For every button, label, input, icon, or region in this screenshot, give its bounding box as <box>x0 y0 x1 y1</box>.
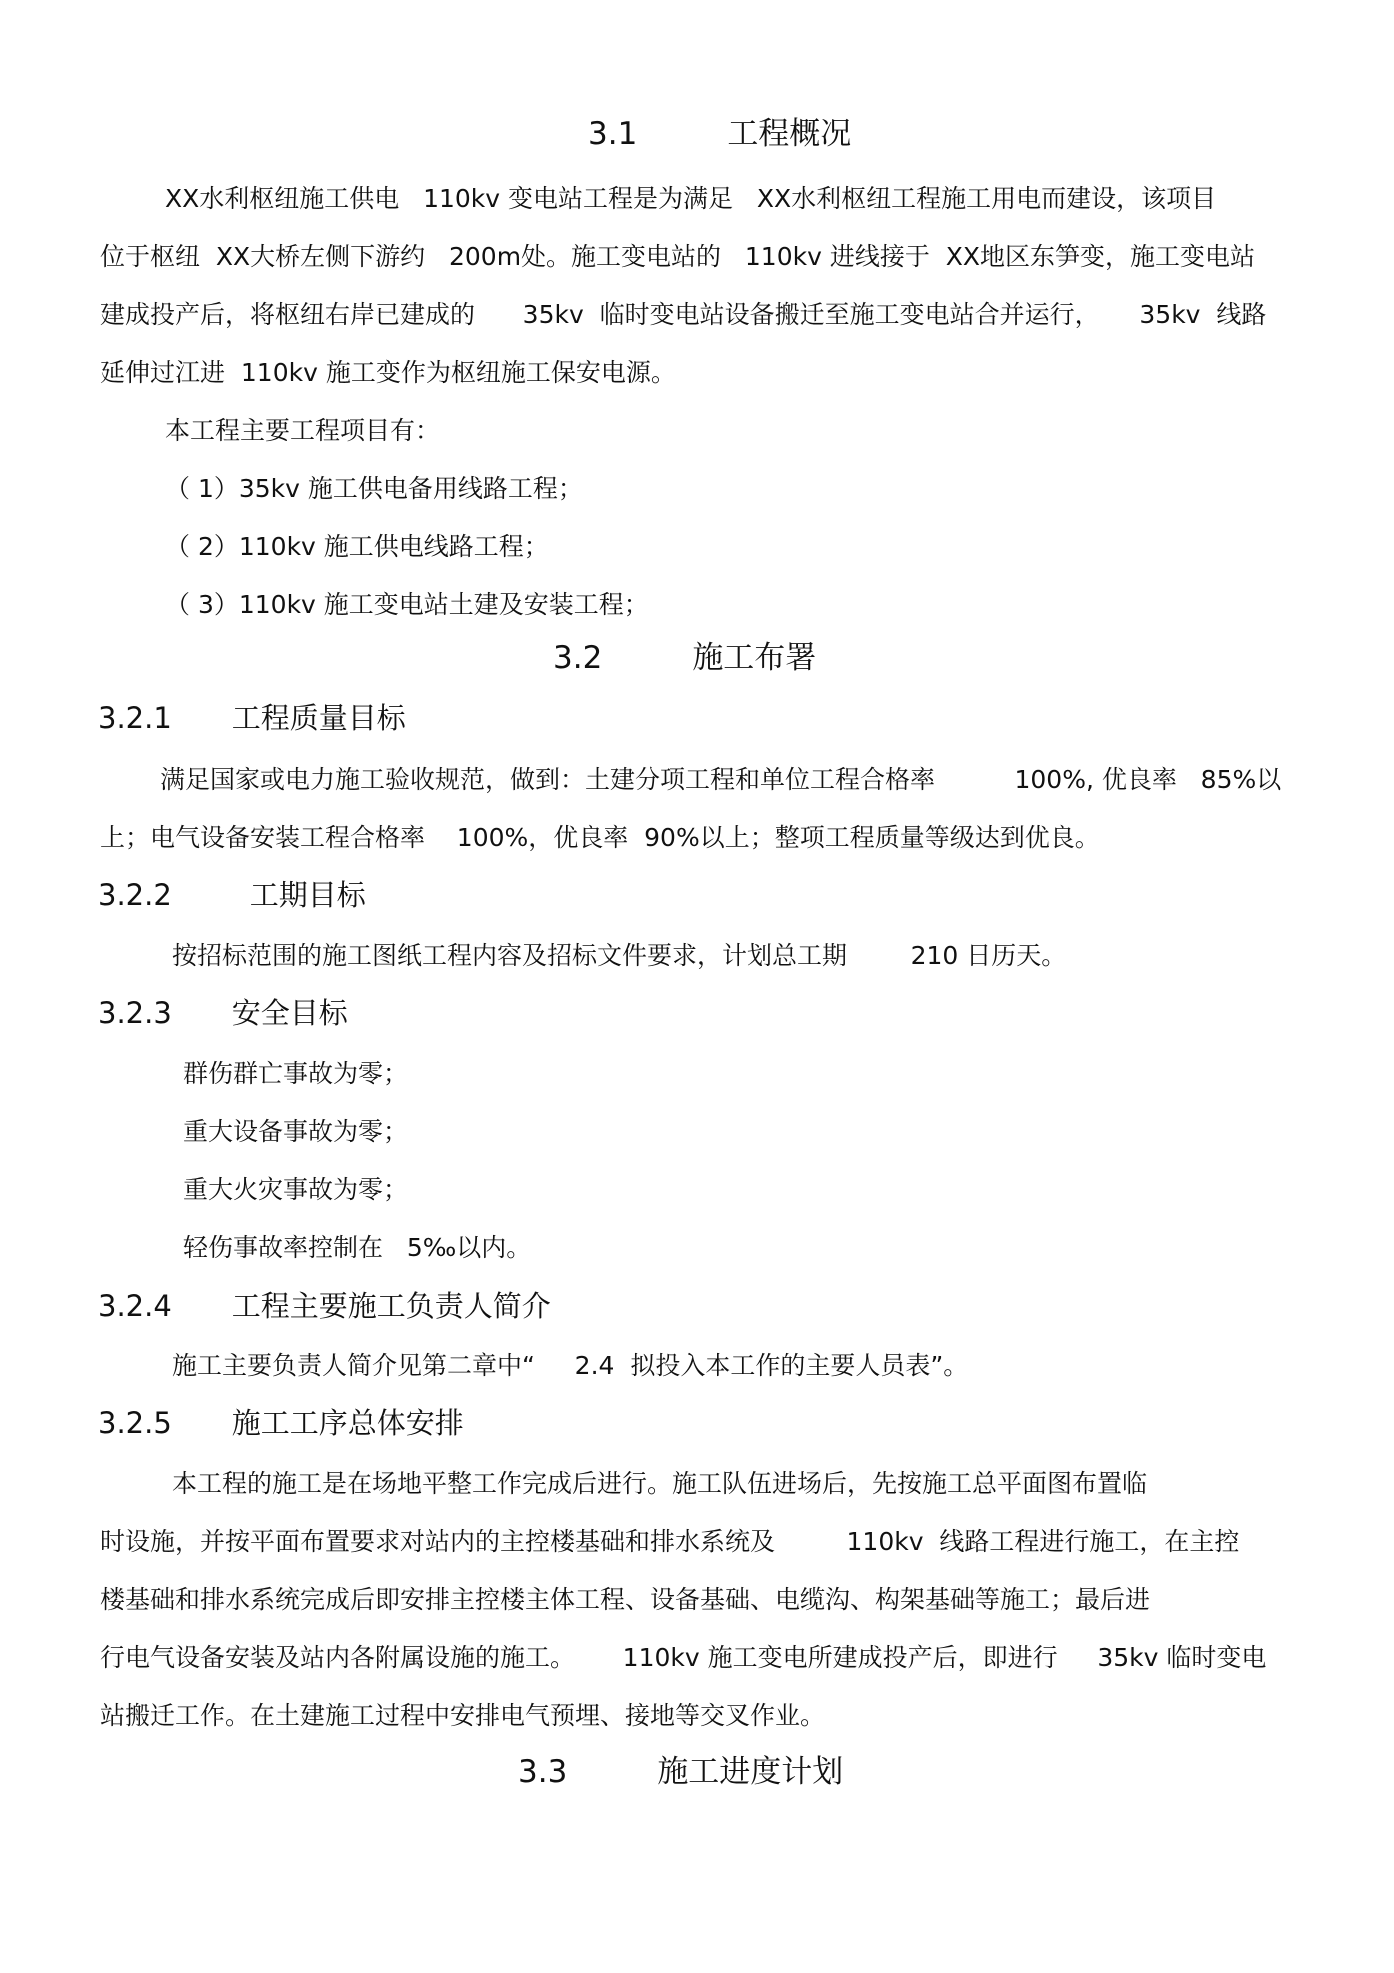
paragraph-line: 施工主要负责人简介见第二章中“ 2.4 拟投入本工作的主要人员表”。 <box>172 1351 969 1380</box>
section-number: 3.2 <box>553 640 603 676</box>
subsection-title: 施工工序总体安排 <box>231 1406 464 1440</box>
paragraph-line: 建成投产后，将枢纽右岸已建成的 35kv 临时变电站设备搬迁至施工变电站合并运行， 35kv 线路 <box>100 300 1267 329</box>
list-item: 轻伤事故率控制在 5‰以内。 <box>183 1233 532 1262</box>
section-3-3-heading <box>518 1752 843 1792</box>
list-item: （ 1）35kv 施工供电备用线路工程； <box>165 474 583 503</box>
list-item: （ 3）110kv 施工变电站土建及安装工程； <box>165 590 649 619</box>
list-item: 群伤群亡事故为零； <box>183 1059 409 1088</box>
section-title: 工程概况 <box>727 116 852 152</box>
subsection-title: 工期目标 <box>249 878 366 912</box>
paragraph-line: 站搬迁工作。在土建施工过程中安排电气预埋、接地等交叉作业。 <box>100 1701 826 1730</box>
paragraph-line: 按招标范围的施工图纸工程内容及招标文件要求，计划总工期 210 日历天。 <box>172 941 1067 970</box>
subsection-title: 工程质量目标 <box>231 701 406 735</box>
subsection-number: 3.2.3 <box>98 996 172 1030</box>
subsection-number: 3.2.5 <box>98 1406 172 1440</box>
section-3-2-heading <box>553 638 816 678</box>
subsection-3-2-5-heading <box>98 1404 464 1442</box>
list-item: （ 2）110kv 施工供电线路工程； <box>165 532 549 561</box>
subsection-number: 3.2.4 <box>98 1289 172 1323</box>
subsection-3-2-1-heading <box>98 699 406 737</box>
subsection-title: 工程主要施工负责人简介 <box>231 1289 551 1323</box>
subsection-3-2-4-heading <box>98 1287 551 1325</box>
paragraph-line: XX水利枢纽施工供电 110kv 变电站工程是为满足 XX水利枢纽工程施工用电而建设，该项目 <box>165 184 1217 213</box>
paragraph-line: 延伸过江进 110kv 施工变作为枢纽施工保安电源。 <box>100 358 676 387</box>
paragraph-line: 楼基础和排水系统完成后即安排主控楼主体工程、设备基础、电缆沟、构架基础等施工；最后进 <box>100 1585 1151 1614</box>
subsection-3-2-2-heading <box>98 876 366 914</box>
paragraph-line: 行电气设备安装及站内各附属设施的施工。 110kv 施工变电所建成投产后，即进行 35kv 临时变电 <box>100 1643 1267 1672</box>
subsection-title: 安全目标 <box>231 996 348 1030</box>
paragraph-line: 时设施，并按平面布置要求对站内的主控楼基础和排水系统及 110kv 线路工程进行施工，在主控 <box>100 1527 1240 1556</box>
subsection-number: 3.2.1 <box>98 701 172 735</box>
list-item: 重大火灾事故为零； <box>183 1175 409 1204</box>
subsection-number: 3.2.2 <box>98 878 172 912</box>
paragraph-line: 上；电气设备安装工程合格率 100%，优良率 90%以上；整项工程质量等级达到优良。 <box>100 823 1100 852</box>
subsection-3-2-3-heading <box>98 994 348 1032</box>
intro-text: 本工程主要工程项目有： <box>165 416 441 445</box>
section-3-1-heading <box>588 114 851 154</box>
section-title: 施工进度计划 <box>657 1754 844 1790</box>
section-number: 3.1 <box>588 116 638 152</box>
section-number: 3.3 <box>518 1754 568 1790</box>
paragraph-line: 满足国家或电力施工验收规范，做到：土建分项工程和单位工程合格率 100%, 优良率 85%以 <box>160 765 1282 794</box>
list-item: 重大设备事故为零； <box>183 1117 409 1146</box>
section-title: 施工布署 <box>692 640 817 676</box>
paragraph-line: 本工程的施工是在场地平整工作完成后进行。施工队伍进场后，先按施工总平面图布置临 <box>172 1469 1148 1498</box>
paragraph-line: 位于枢纽 XX大桥左侧下游约 200m处。施工变电站的 110kv 进线接于 XX地区东笋变，施工变电站 <box>100 242 1255 271</box>
